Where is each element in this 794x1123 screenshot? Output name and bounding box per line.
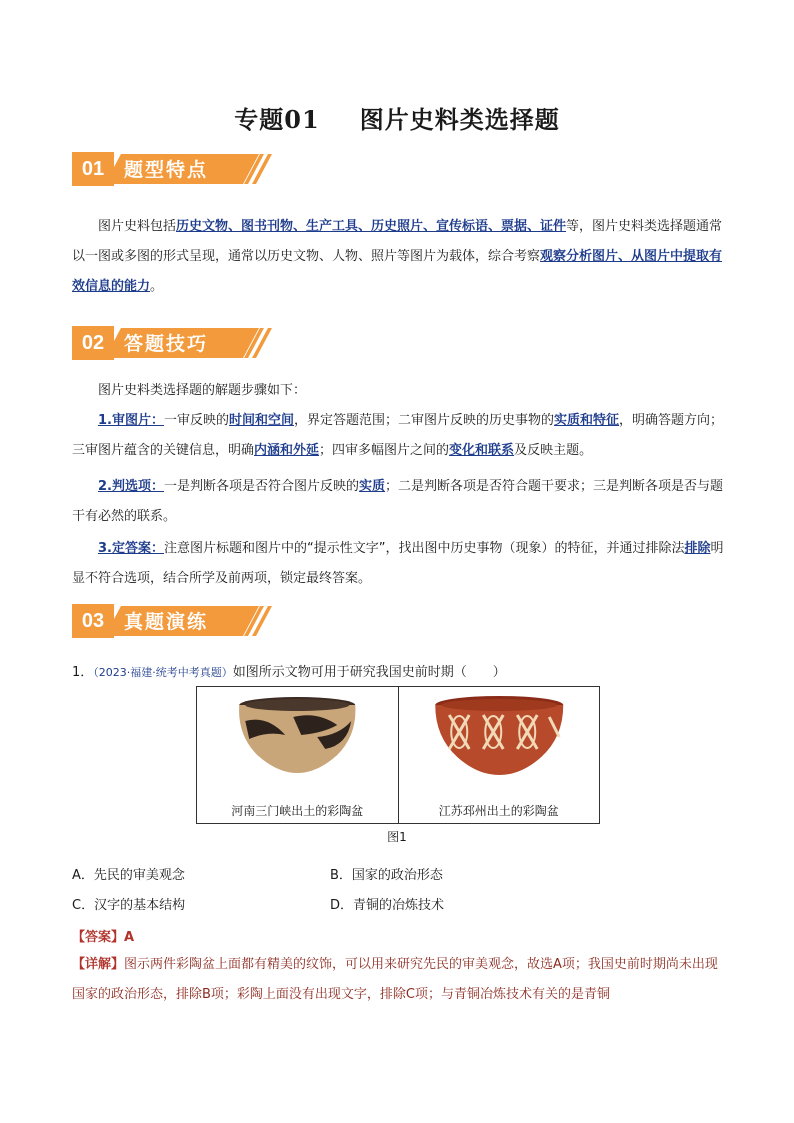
answer-value: A <box>124 930 135 945</box>
intro-keyword: 历史文物、图书刊物、生产工具、历史照片、宣传标语、票据、证件 <box>176 219 567 234</box>
tip-step-2: 2.判选项：一是判断各项是否符合图片反映的实质；二是判断各项是否符合题干要求；三是判断各项是否与题干有必然的联系。 <box>72 479 724 524</box>
question-source: （2023·福建·统考中考真题） <box>93 666 233 679</box>
title-text: 图片史料类选择题 <box>359 105 560 134</box>
section-header-01 <box>72 152 272 188</box>
step-label: 3.定答案： <box>98 541 164 556</box>
figure-caption: 河南三门峡出土的彩陶盆 <box>231 804 364 818</box>
option-b[interactable]: B．国家的政治形态 <box>330 868 443 883</box>
figure-cell-right <box>398 687 600 823</box>
figure-table <box>196 686 600 824</box>
figure-cell-left <box>197 687 398 823</box>
page-title <box>0 100 794 135</box>
section-label: 题型特点 <box>124 159 209 181</box>
section-label: 真题演练 <box>124 611 209 633</box>
figure-label: 图1 <box>387 830 407 844</box>
option-d[interactable]: D．青铜的冶炼技术 <box>330 898 445 913</box>
section-number: 01 <box>72 152 114 186</box>
intro-keyword: 观察分析图片、从图片中提取有效信息的能力 <box>72 249 723 294</box>
answer: 【答案】A <box>72 930 135 945</box>
intro-paragraph: 图片史料包括历史文物、图书刊物、生产工具、历史照片、宣传标语、票据、证件等，图片史料类选择题通常以一图或多图的形式呈现，通常以历史文物、人物、照片等图片为载体，综合考察观察分析图片、从图片中提取有效信息的能力。 <box>72 219 723 294</box>
section-header-03 <box>72 604 272 640</box>
step-label: 1.审图片： <box>98 413 164 428</box>
question-stem: 1．（2023·福建·统考中考真题）如图所示文物可用于研究我国史前时期（ ） <box>72 665 506 680</box>
pottery-basin-image-2 <box>399 691 600 783</box>
figure-caption: 江苏邳州出土的彩陶盆 <box>438 804 559 818</box>
option-c[interactable]: C．汉字的基本结构 <box>72 898 186 913</box>
section-number: 03 <box>72 604 114 638</box>
step-label: 2.判选项： <box>98 479 164 494</box>
explanation: 【详解】图示两件彩陶盆上面都有精美的纹饰，可以用来研究先民的审美观念，故选A项；我国史前时期尚未出现国家的政治形态，排除B项；彩陶上面没有出现文字，排除C项；与青铜冶炼技术有关的是青铜 <box>72 957 718 1002</box>
tip-step-1: 1.审图片：一审反映的时间和空间，界定答题范围；二审图片反映的历史事物的实质和特征，明确答题方向；三审图片蕴含的关键信息，明确内涵和外延；四审多幅图片之间的变化和联系及反映主题。 <box>72 413 724 458</box>
section-label: 答题技巧 <box>124 333 209 355</box>
option-a[interactable]: A．先民的审美观念 <box>72 868 185 883</box>
section-number: 02 <box>72 326 114 360</box>
tips-lead: 图片史料类选择题的解题步骤如下： <box>98 383 307 398</box>
section-header-02 <box>72 326 272 362</box>
pottery-basin-image-1 <box>197 691 398 783</box>
title-number: 专题01 <box>234 105 320 134</box>
tip-step-3: 3.定答案：注意图片标题和图片中的“提示性文字”，找出图中历史事物（现象）的特征，并通过排除法排除明显不符合选项，结合所学及前两项，锁定最终答案。 <box>72 541 724 586</box>
